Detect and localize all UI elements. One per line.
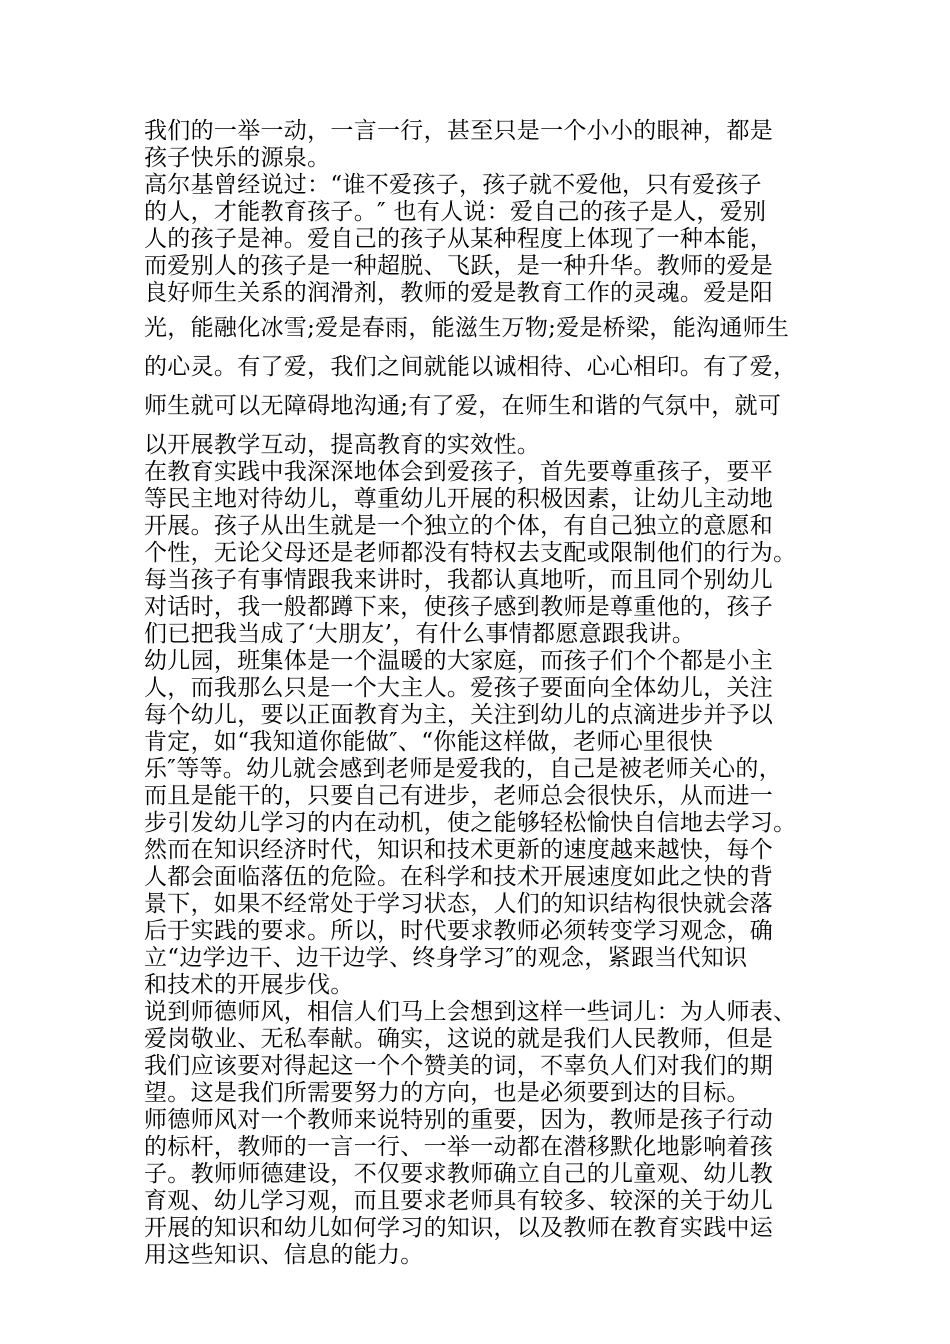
text-line: 说到师德师风，相信人们马上会想到这样一些词儿：为人师表、 [144,999,797,1025]
text-line: 乐″等等。幼儿就会感到老师是爱我的，自己是被老师关心的， [144,756,782,782]
text-line: 开展的知识和幼儿如何学习的知识，以及教师在教育实践中运 [144,1215,774,1241]
text-line: 幼儿园，班集体是一个温暖的大家庭，而孩子们个个都是小主 [144,648,774,674]
text-line: 师德师风对一个教师来说特别的重要，因为，教师是孩子行动 [144,1107,774,1133]
text-line: 光，能融化冰雪;爱是春雨，能滋生万物;爱是桥梁，能沟通师生 [144,315,790,341]
document-body [144,118,824,1269]
text-line: 人的孩子是神。爱自己的孩子从某种程度上体现了一种本能， [144,226,774,252]
text-line: 高尔基曾经说过：“谁不爱孩子，孩子就不爱他，只有爱孩子 [144,172,762,198]
text-line: 我们应该要对得起这一个个赞美的词，不辜负人们对我们的期 [144,1053,774,1079]
text-line: 良好师生关系的润滑剂，教师的爱是教育工作的灵魂。爱是阳 [144,280,774,306]
text-line: 们已把我当成了‘大朋友’，有什么事情都愿意跟我讲。 [144,621,696,647]
text-line: 我们的一举一动，一言一行，甚至只是一个小小的眼神，都是 [144,118,774,144]
text-line: 人都会面临落伍的危险。在科学和技术开展速度如此之快的背 [144,864,774,890]
text-line: 个性，无论父母还是老师都没有特权去支配或限制他们的行为。 [144,540,797,566]
text-line: 然而在知识经济时代，知识和技术更新的速度越来越快，每个 [144,837,774,863]
text-line: 师生就可以无障碍地沟通;有了爱，在师生和谐的气氛中，就可 [144,393,782,419]
text-line: 的人，才能教育孩子。″ 也有人说：爱自己的孩子是人，爱别 [144,199,767,225]
text-line: 育观、幼儿学习观，而且要求老师具有较多、较深的关于幼儿 [144,1188,774,1214]
text-line: 每当孩子有事情跟我来讲时，我都认真地听，而且同个别幼儿 [144,567,774,593]
text-line: 景下，如果不经常处于学习状态，人们的知识结构很快就会落 [144,891,774,917]
text-line: 对话时，我一般都蹲下来，使孩子感到教师是尊重他的，孩子 [144,594,774,620]
text-line: 等民主地对待幼儿，尊重幼儿开展的积极因素，让幼儿主动地 [144,486,774,512]
text-line: 和技术的开展步伐。 [144,972,354,998]
text-line: 人，而我那么只是一个大主人。爱孩子要面向全体幼儿，关注 [144,675,774,701]
text-line: 步引发幼儿学习的内在动机，使之能够轻松愉快自信地去学习。 [144,810,797,836]
text-line: 而且是能干的，只要自己有进步，老师总会很快乐，从而进一 [144,783,774,809]
text-line: 开展。孩子从出生就是一个独立的个体，有自己独立的意愿和 [144,513,774,539]
text-line: 而爱别人的孩子是一种超脱、飞跃，是一种升华。教师的爱是 [144,253,774,279]
text-line: 后于实践的要求。所以，时代要求教师必须转变学习观念，确 [144,918,774,944]
text-line: 肯定，如“我知道你能做″、“你能这样做，老师心里很快 [144,729,713,755]
text-line: 的心灵。有了爱，我们之间就能以诚相待、心心相印。有了爱， [144,354,797,380]
text-line: 子。教师师德建设，不仅要求教师确立自己的儿童观、幼儿教 [144,1161,774,1187]
text-line: 在教育实践中我深深地体会到爱孩子，首先要尊重孩子，要平 [144,459,774,485]
text-line: 立“边学边干、边干边学、终身学习″的观念，紧跟当代知识 [144,945,748,971]
text-line: 以开展教学互动，提高教育的实效性。 [144,432,541,458]
text-line: 用这些知识、信息的能力。 [144,1242,424,1268]
text-line: 爱岗敬业、无私奉献。确实，这说的就是我们人民教师，但是 [144,1026,774,1052]
text-line: 孩子快乐的源泉。 [144,145,331,171]
text-line: 的标杆，教师的一言一行、一举一动都在潜移默化地影响着孩 [144,1134,774,1160]
text-line: 每个幼儿，要以正面教育为主，关注到幼儿的点滴进步并予以 [144,702,774,728]
text-line: 望。这是我们所需要努力的方向，也是必须要到达的目标。 [144,1080,750,1106]
